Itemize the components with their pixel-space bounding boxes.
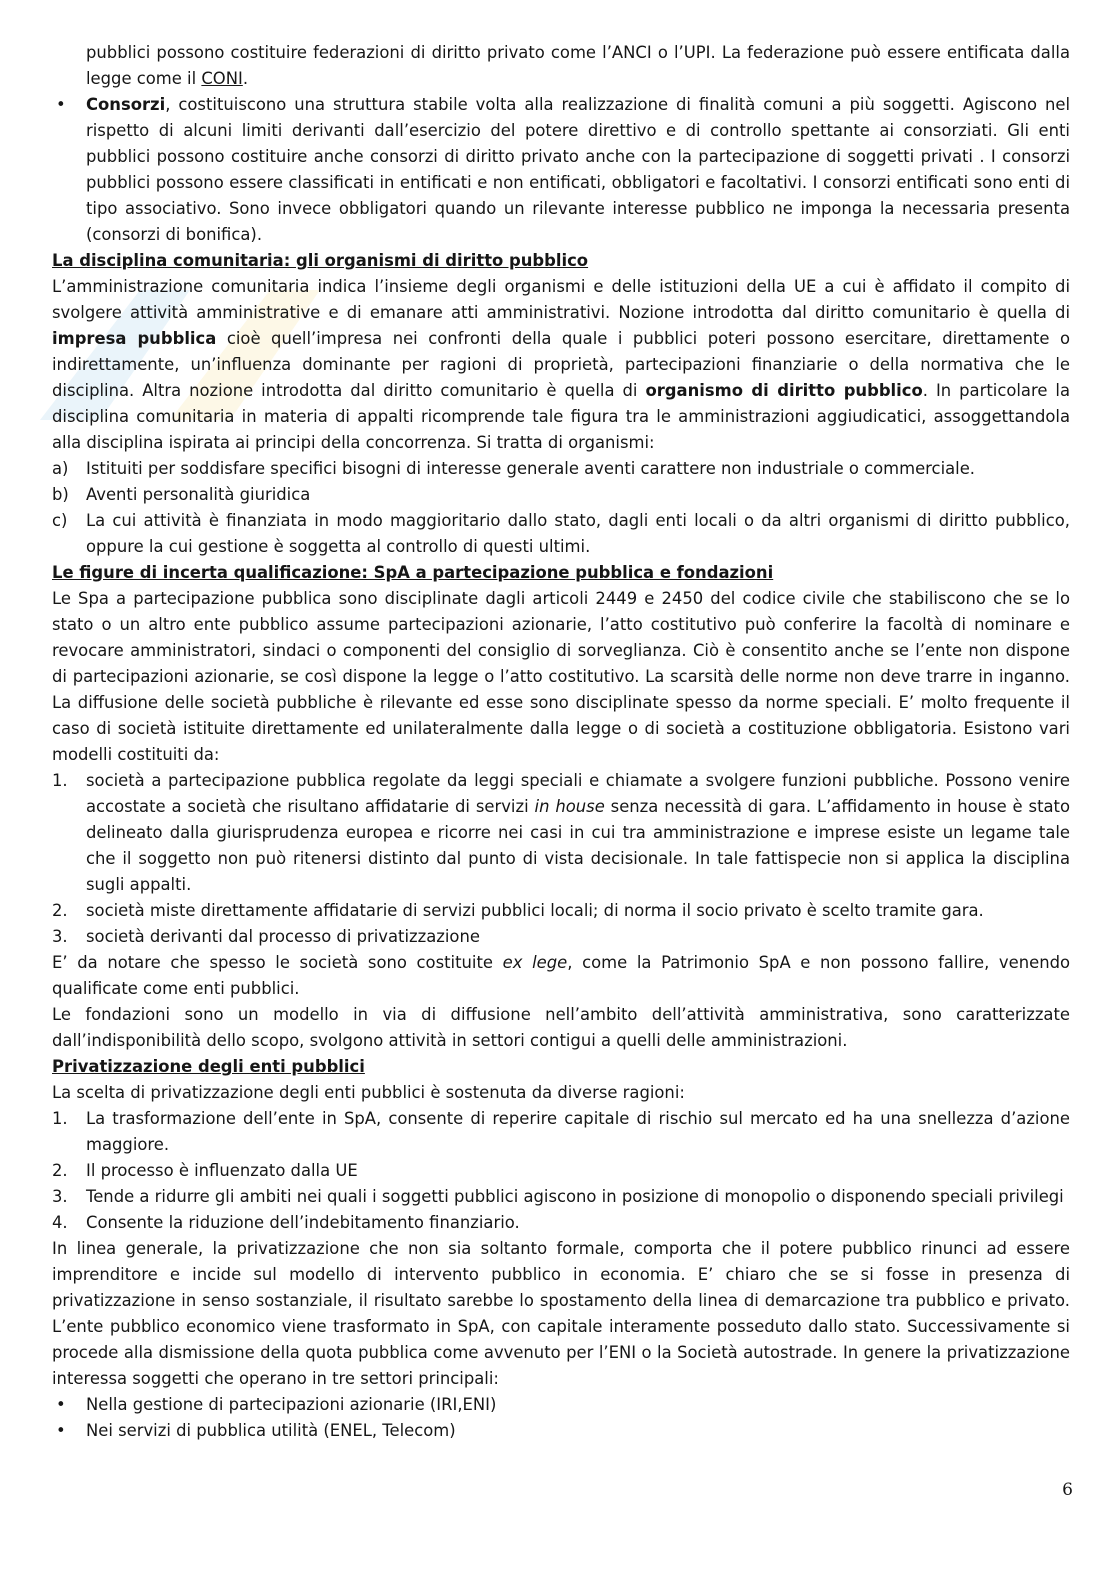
list-item-text: società derivanti dal processo di privatizzazione: [86, 927, 480, 946]
organismi-list: [52, 456, 1070, 560]
ragioni-list: [52, 1106, 1070, 1236]
bullet-marker: •: [56, 1421, 66, 1440]
paragraph-amministrazione-comunitaria: L’amministrazione comunitaria indica l’insieme degli organismi e delle istituzioni della UE a cui è affidato il compito di svolgere attività amministrative e di emanare atti amministrativi. Nozione introdotta dal diritto comunitario è quella di impresa pubblica cioè quell’impresa nei confronti della quale i pubblici poteri possono esercitare, direttamente o indirettamente, un’influenza dominante per ragioni di proprietà, partecipazioni finanziarie o della normativa che le disciplina. Altra nozione introdotta dal diritto comunitario è quella di organismo di diritto pubblico. In particolare la disciplina comunitaria in materia di appalti ricomprende tale figura tra le amministrazioni aggiudicatici, assoggettandola alla disciplina ispirata ai principi della concorrenza. Si tratta di organismi:: [52, 277, 1070, 452]
list-item-text: Nella gestione di partecipazioni azionarie (IRI,ENI): [86, 1395, 497, 1414]
settori-list: [52, 1392, 1070, 1444]
list-item-text: Istituiti per soddisfare specifici bisogni di interesse generale aventi carattere non industriale o commerciale.: [86, 459, 976, 478]
section-heading-disciplina-comunitaria: La disciplina comunitaria: gli organismi di diritto pubblico: [52, 251, 589, 270]
paragraph-linea-generale: In linea generale, la privatizzazione che non sia soltanto formale, comporta che il potere pubblico rinunci ad essere imprenditore e incide sul modello di intervento pubblico in economia. E’ chiaro che se si fosse in presenza di privatizzazione in senso sostanziale, il risultato sarebbe lo spostamento della linea di demarcazione tra pubblico e privato. L’ente pubblico economico viene trasformato in SpA, con capitale interamente posseduto dallo stato. Successivamente si procede alla dismissione della quota pubblica come avvenuto per l’ENI o la Società autostrade. In genere la privatizzazione interessa soggetti che operano in tre settori principali:: [52, 1239, 1070, 1388]
document-page: [52, 40, 1070, 1444]
list-item: [52, 1392, 1070, 1418]
list-item: [52, 508, 1070, 560]
list-item-text: Nei servizi di pubblica utilità (ENEL, Telecom): [86, 1421, 456, 1440]
list-item: [52, 924, 1070, 950]
list-item: [52, 1184, 1070, 1210]
list-item-text: La trasformazione dell’ente in SpA, consente di reperire capitale di rischio sul mercato ed ha una snellezza d’azione maggiore.: [86, 1109, 1070, 1154]
list-item-text: Tende a ridurre gli ambiti nei quali i soggetti pubblici agiscono in posizione di monopolio o disponendo speciali privilegi: [86, 1187, 1064, 1206]
consorzi-text: Consorzi, costituiscono una struttura stabile volta alla realizzazione di finalità comuni a più soggetti. Agiscono nel rispetto di alcuni limiti derivanti dall’esercizio del potere direttivo e di controllo spettante ai consorziati. Gli enti pubblici possono costituire anche consorzi di diritto privato anche con la partecipazione di soggetti privati . I consorzi pubblici possono essere classificati in entificati e non entificati, obbligatori e facoltativi. I consorzi entificati sono enti di tipo associativo. Sono invece obbligatori quando un rilevante interesse pubblico ne imponga la necessaria presenta (consorzi di bonifica).: [86, 95, 1070, 244]
continuation-paragraph: pubblici possono costituire federazioni di diritto privato come l’ANCI o l’UPI. La federazione può essere entificata dalla legge come il CONI.: [86, 43, 1070, 88]
list-marker: 2.: [52, 901, 68, 920]
modelli-list: [52, 768, 1070, 950]
list-item-text: Aventi personalità giuridica: [86, 485, 311, 504]
section-heading-incerta-qualificazione: Le figure di incerta qualificazione: SpA a partecipazione pubblica e fondazioni: [52, 563, 774, 582]
list-item: [52, 1106, 1070, 1158]
list-item-text: Il processo è influenzato dalla UE: [86, 1161, 358, 1180]
paragraph-privatizzazione-intro: La scelta di privatizzazione degli enti pubblici è sostenuta da diverse ragioni:: [52, 1083, 685, 1102]
list-marker: 1.: [52, 1109, 68, 1128]
bullet-marker: •: [56, 95, 66, 114]
list-item-text: società a partecipazione pubblica regolate da leggi speciali e chiamate a svolgere funzioni pubbliche. Possono venire accostate a società che risultano affidatarie di servizi in house senza necessità di gara. L’affidamento in house è stato delineato dalla giurisprudenza europea e ricorre nei casi in cui tra amministrazione e imprese esiste un legame tale che il soggetto non può ritenersi distinto dal punto di vista decisionale. In tale fattispecie non si applica la disciplina sugli appalti.: [86, 771, 1070, 894]
list-marker: 4.: [52, 1213, 68, 1232]
paragraph-fondazioni: Le fondazioni sono un modello in via di diffusione nell’ambito dell’attività amministrativa, sono caratterizzate dall’indisponibilità dello scopo, svolgono attività in settori contigui a quelli delle amministrazioni.: [52, 1005, 1070, 1050]
list-marker: 3.: [52, 1187, 68, 1206]
list-marker: 2.: [52, 1161, 68, 1180]
paragraph-spa-partecipazione: Le Spa a partecipazione pubblica sono disciplinate dagli articoli 2449 e 2450 del codice civile che stabiliscono che se lo stato o un altro ente pubblico assume partecipazioni azionarie, l’atto costitutivo può conferire la facoltà di nominare e revocare amministratori, sindaci o componenti del consiglio di sorveglianza. Ciò è consentito anche se l’ente non dispone di partecipazioni azionarie, se così dispone la legge o l’atto costitutivo. La scarsità delle norme non deve trarre in inganno. La diffusione delle società pubbliche è rilevante ed esse sono disciplinate spesso da norme speciali. E’ molto frequente il caso di società istituite direttamente ed unilateralmente dalla legge o di società a costituzione obbligatoria. Esistono vari modelli costituiti da:: [52, 589, 1070, 764]
list-marker: b): [52, 485, 69, 504]
list-marker: c): [52, 511, 68, 530]
list-marker: 1.: [52, 771, 68, 790]
list-item: [52, 456, 1070, 482]
list-item: [52, 768, 1070, 898]
page-number: 6: [1062, 1480, 1073, 1500]
bullet-marker: •: [56, 1395, 66, 1414]
paragraph-ex-lege: E’ da notare che spesso le società sono costituite ex lege, come la Patrimonio SpA e non possono fallire, venendo qualificate come enti pubblici.: [52, 953, 1071, 998]
list-item-text: società miste direttamente affidatarie di servizi pubblici locali; di norma il socio privato è scelto tramite gara.: [86, 901, 984, 920]
list-item: [52, 1158, 1070, 1184]
list-item: [52, 1418, 1070, 1444]
list-marker: 3.: [52, 927, 68, 946]
section-heading-privatizzazione: Privatizzazione degli enti pubblici: [52, 1057, 365, 1076]
list-item: [52, 482, 1070, 508]
bullet-consorzi: [52, 92, 1070, 248]
list-item-text: Consente la riduzione dell’indebitamento finanziario.: [86, 1213, 520, 1232]
list-marker: a): [52, 459, 69, 478]
list-item: [52, 898, 1070, 924]
list-item: [52, 1210, 1070, 1236]
list-item-text: La cui attività è finanziata in modo maggioritario dallo stato, dagli enti locali o da altri organismi di diritto pubblico, oppure la cui gestione è soggetta al controllo di questi ultimi.: [86, 511, 1070, 556]
